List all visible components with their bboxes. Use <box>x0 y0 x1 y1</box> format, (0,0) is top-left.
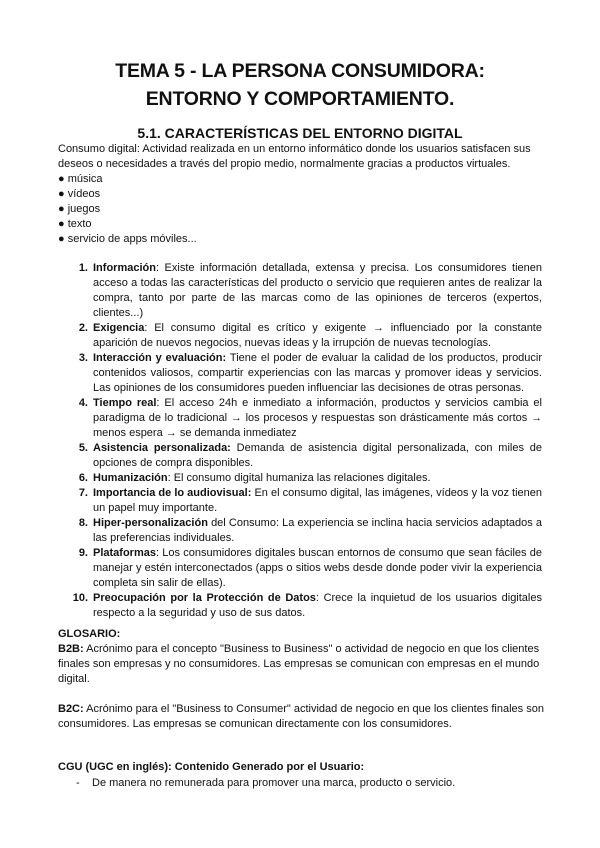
feature-term: Importancia de lo audiovisual: <box>93 487 252 499</box>
bullet-list <box>58 172 358 247</box>
feature-separator: : <box>155 547 163 559</box>
feature-text: Tiene el poder de evaluar la calidad de los productos, producir contenidos valiosos, compartir experiencias con las marcas y promover ideas y servicios. Las opiniones de los consumidores pueden influenciar las decisiones de otras personas. <box>93 352 543 394</box>
feature-text: Existe información detallada, extensa y precisa. Los consumidores tienen acceso a todas las características del producto o servicio que requieren antes de realizar la compra, tanto por parte de las marcas como de las opiniones de terceros (expertos, clientes...) <box>93 262 542 319</box>
glossary-heading <box>58 627 550 642</box>
bullet-item: ● juegos <box>58 203 101 215</box>
feature-item <box>70 351 542 396</box>
feature-number: 10. <box>72 592 88 604</box>
page-title-line-2: ENTORNO Y COMPORTAMIENTO. <box>145 88 455 110</box>
feature-text: del Consumo: La experiencia se inclina hacia servicios adaptados a las preferencias individuales. <box>93 517 542 544</box>
feature-text: El acceso 24h e inmediato a información, productos y servicios cambia el paradigma de lo tradicional → los procesos y respuestas son drásticamente más cortos → menos espera → se demanda inmediatez <box>93 397 542 439</box>
feature-number: 8. <box>78 517 88 529</box>
feature-term: Preocupación por la Protección de Datos <box>93 592 316 604</box>
glossary-term: B2C: <box>58 703 84 715</box>
feature-text: Los consumidores digitales buscan entornos de consumo que sean fáciles de manejar y estén interconectados (apps o sitios webs desde donde poder vivir la experiencia completa sin salir de ellas). <box>93 547 542 589</box>
bullet-item: ● vídeos <box>58 188 101 200</box>
glossary-entry-b2c <box>58 702 550 732</box>
feature-text: El consumo digital humaniza las relaciones digitales. <box>173 472 431 484</box>
feature-item <box>70 441 542 471</box>
bullet-item: ● texto <box>58 218 92 230</box>
feature-term: Hiper-personalización <box>93 517 208 529</box>
feature-item <box>70 396 542 441</box>
intro-paragraph: Consumo digital: Actividad realizada en un entorno informático donde los usuarios satisfacen sus deseos o necesidades a través del propio medio, normalmente gracias a productos virtuales. <box>58 143 531 170</box>
bullet-item: ● música <box>58 173 103 185</box>
feature-item <box>70 471 542 486</box>
feature-number: 1. <box>78 262 88 274</box>
feature-text: El consumo digital es crítico y exigente → influenciado por la constante aparición de nuevos negocios, nuevas ideas y la irrupción de nuevas tecnologías. <box>93 322 542 349</box>
feature-item <box>70 261 542 321</box>
glossary-entry-b2b <box>58 642 550 687</box>
feature-separator: : <box>315 592 324 604</box>
feature-term: Humanización <box>93 472 168 484</box>
features-list <box>70 261 542 621</box>
feature-number: 4. <box>78 397 88 409</box>
feature-item <box>70 321 542 351</box>
bullet-item: ● servicio de apps móviles... <box>58 233 197 245</box>
feature-text: Crece la inquietud de los usuarios digitales respecto a la seguridad y uso de sus datos. <box>93 592 542 619</box>
feature-term: Interacción y evaluación: <box>93 352 227 364</box>
glossary-definition: Acrónimo para el "Business to Consumer" actividad de negocio en que los clientes finales son consumidores. Las empresas se comunican directamente con los consumidores. <box>58 703 544 730</box>
feature-number: 5. <box>78 442 88 454</box>
glossary-term: B2B: <box>58 643 84 655</box>
feature-item <box>70 546 542 591</box>
feature-term: Asistencia personalizada: <box>93 442 231 454</box>
feature-term: Exigencia <box>93 322 145 334</box>
glossary-heading-text: GLOSARIO: <box>58 628 121 640</box>
feature-separator: : <box>156 397 165 409</box>
glossary-cgu-heading-text: CGU (UGC en inglés): Contenido Generado por el Usuario: <box>58 761 365 773</box>
feature-number: 2. <box>78 322 88 334</box>
glossary-cgu-item-text: De manera no remunerada para promover una marca, producto o servicio. <box>92 777 456 789</box>
feature-separator: : <box>144 322 155 334</box>
glossary-definition: Acrónimo para el concepto "Business to Business" o actividad de negocio en que los clientes finales son empresas y no consumidores. Las empresas se comunican con empresas en el mundo digital. <box>58 643 540 685</box>
feature-item <box>70 516 542 546</box>
feature-item <box>70 486 542 516</box>
feature-term: Tiempo real <box>93 397 157 409</box>
feature-number: 7. <box>78 487 88 499</box>
feature-separator: : <box>155 262 165 274</box>
feature-text: En el consumo digital, las imágenes, vídeos y la voz tienen un papel muy importante. <box>93 487 542 514</box>
feature-term: Información <box>93 262 156 274</box>
section-heading: 5.1. CARACTERÍSTICAS DEL ENTORNO DIGITAL <box>137 125 463 141</box>
feature-separator: : <box>167 472 174 484</box>
feature-number: 9. <box>78 547 88 559</box>
feature-number: 3. <box>78 352 88 364</box>
feature-text: Demanda de asistencia digital personalizada, con miles de opciones de compra disponibles. <box>93 442 542 469</box>
dash-marker: - <box>76 777 80 789</box>
feature-number: 6. <box>78 472 88 484</box>
feature-term: Plataformas <box>93 547 156 559</box>
glossary-cgu-heading <box>58 760 550 775</box>
page-title-line-1: TEMA 5 - LA PERSONA CONSUMIDORA: <box>115 60 485 82</box>
glossary-cgu-item <box>58 776 550 791</box>
feature-item <box>70 591 542 621</box>
